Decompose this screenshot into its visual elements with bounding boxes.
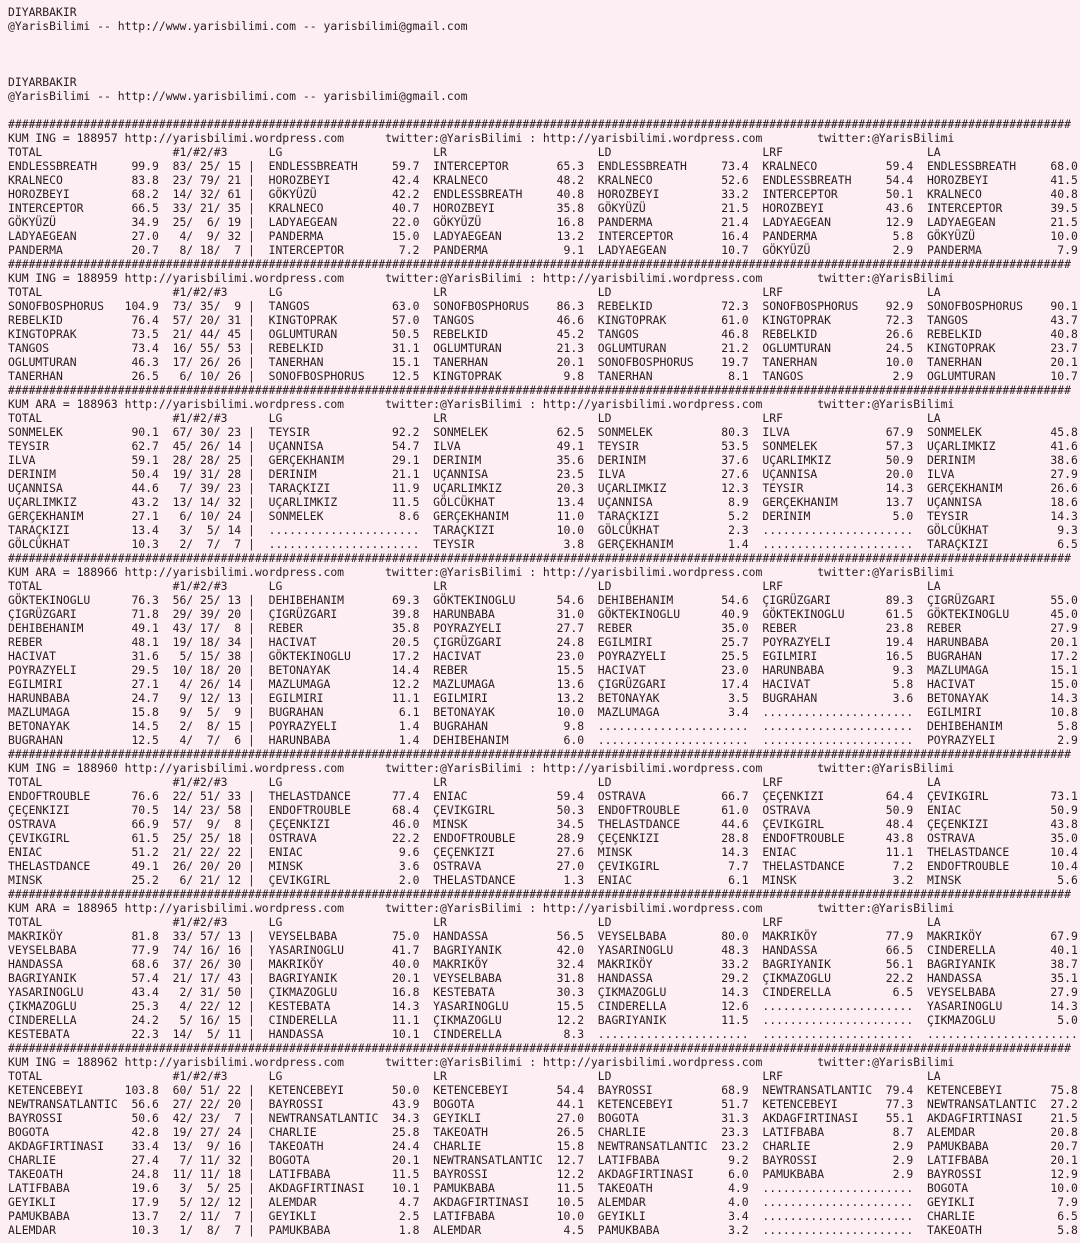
table-row: EGILMIRI 27.1 4/ 26/ 14 | MAZLUMAGA 12.2 MAZLUMAGA 13.6 ÇIGRÜZGARI 17.4 HACIVAT 5.8 HACIVAT 15.0 [8,677,1078,691]
table-row: ENIAC 51.2 21/ 22/ 22 | ENIAC 9.6 ÇEÇENKIZI 27.6 MINSK 14.3 ENIAC 11.1 THELASTDANCE 10.4 [8,845,1078,859]
table-row: REBELKID 76.4 57/ 20/ 31 | KINGTOPRAK 57.0 TANGOS 46.6 KINGTOPRAK 61.0 KINGTOPRAK 72.3 TANGOS 43.7 [8,313,1078,327]
section-header-line: KUM ING = 188962 http://yarisbilimi.wordpress.com twitter:@YarisBilimi : http://yarisbilimi.wordpress.com twitter:@YarisBilimi [8,1055,955,1069]
table-row: KETENCEBEYI 103.8 60/ 51/ 22 | KETENCEBEYI 50.0 KETENCEBEYI 54.4 BAYROSSI 68.9 NEWTRANSATLANTIC 79.4 KETENCEBEYI 75.8 [8,1083,1078,1097]
table-row: ÇIGRÜZGARI 71.8 29/ 39/ 20 | ÇIGRÜZGARI 39.8 HARUNBABA 31.0 GÖKTEKINOGLU 40.9 GÖKTEKINOGLU 61.5 GÖKTEKINOGLU 45.0 [8,607,1078,621]
column-header-line: TOTAL #1/#2/#3 LG LR LD LRF LA [8,285,941,299]
table-row: KRALNECO 83.8 23/ 79/ 21 | HOROZBEYI 42.4 KRALNECO 48.2 KRALNECO 52.6 ENDLESSBREATH 54.4 HOROZBEYI 41.5 [8,173,1078,187]
section-separator: ########################################################################################################################################################### [8,383,1071,397]
section-separator: ########################################################################################################################################################### [8,1041,1071,1055]
table-row: ÇIKMAZOGLU 25.3 4/ 22/ 12 | KESTEBATA 14.3 YASARINOGLU 15.5 CINDERELLA 12.6 ...................... YASARINOGLU 14.3 [8,999,1078,1013]
table-row: SONMELEK 90.1 67/ 30/ 23 | TEYSIR 92.2 SONMELEK 62.5 SONMELEK 80.3 ILVA 67.9 SONMELEK 45.8 [8,425,1078,439]
blank-line [8,61,1080,75]
table-row: TANERHAN 26.5 6/ 10/ 26 | SONOFBOSPHORUS 12.5 KINGTOPRAK 9.8 TANERHAN 8.1 TANGOS 2.9 OGLUMTURAN 10.7 [8,369,1078,383]
section-header-line: KUM ARA = 188963 http://yarisbilimi.wordpress.com twitter:@YarisBilimi : http://yarisbilimi.wordpress.com twitter:@YarisBilimi [8,397,955,411]
blank-line [8,33,1080,47]
table-row: ENDOFTROUBLE 76.6 22/ 51/ 33 | THELASTDANCE 77.4 ENIAC 59.4 OSTRAVA 66.7 ÇEÇENKIZI 64.4 ÇEVIKGIRL 73.1 [8,789,1078,803]
table-row: MAZLUMAGA 15.8 9/ 5/ 9 | BUGRAHAN 6.1 BETONAYAK 10.0 MAZLUMAGA 3.4 ...................... EGILMIRI 10.8 [8,705,1078,719]
blank-line [8,47,1080,61]
blank-line [8,103,1080,117]
race-sections [8,117,1080,1237]
section-separator: ########################################################################################################################################################### [8,117,1071,131]
table-row: HANDASSA 68.6 37/ 26/ 30 | MAKRIKÖY 40.0 MAKRIKÖY 32.4 MAKRIKÖY 33.2 BAGRIYANIK 56.1 BAGRIYANIK 38.7 [8,957,1078,971]
table-row: GÖLCÜKHAT 10.3 2/ 7/ 7 | ...................... TEYSIR 3.8 GERÇEKHANIM 1.4 ...................... TARAÇKIZI 6.5 [8,537,1078,551]
table-row: HOROZBEYI 68.2 14/ 32/ 61 | GÖKYÜZÜ 42.2 ENDLESSBREATH 40.8 HOROZBEYI 33.2 INTERCEPTOR 50.1 KRALNECO 40.8 [8,187,1078,201]
table-row: GERÇEKHANIM 27.1 6/ 10/ 24 | SONMELEK 8.6 GERÇEKHANIM 11.0 TARAÇKIZI 5.2 DERINIM 5.0 TEYSIR 14.3 [8,509,1078,523]
table-row: ILVA 59.1 28/ 28/ 25 | GERÇEKHANIM 29.1 DERINIM 35.6 DERINIM 37.6 UÇARLIMKIZ 50.9 DERINIM 38.6 [8,453,1078,467]
table-row: NEWTRANSATLANTIC 56.6 27/ 22/ 20 | BAYROSSI 43.9 BOGOTA 44.1 KETENCEBEYI 51.7 KETENCEBEYI 77.3 NEWTRANSATLANTIC 27.2 [8,1097,1078,1111]
table-row: KESTEBATA 22.3 14/ 5/ 11 | HANDASSA 10.1 CINDERELLA 8.3 ...................... ...................... ...................... [8,1027,1078,1041]
table-row: REBER 48.1 19/ 18/ 34 | HACIVAT 20.5 ÇIGRÜZGARI 24.8 EGILMIRI 25.7 POYRAZYELI 19.4 HARUNBABA 20.1 [8,635,1078,649]
table-row: PAMUKBABA 13.7 2/ 11/ 7 | GEYIKLI 2.5 LATIFBABA 10.0 GEYIKLI 3.4 ...................... CHARLIE 6.5 [8,1209,1078,1223]
table-row: YASARINOGLU 43.4 2/ 31/ 50 | ÇIKMAZOGLU 16.8 KESTEBATA 30.3 ÇIKMAZOGLU 14.3 CINDERELLA 6.5 VEYSELBABA 27.9 [8,985,1078,999]
table-row: BAGRIYANIK 57.4 21/ 17/ 43 | BAGRIYANIK 20.1 VEYSELBABA 31.8 HANDASSA 29.2 ÇIKMAZOGLU 22.2 HANDASSA 35.1 [8,971,1078,985]
table-row: BAYROSSI 50.6 42/ 23/ 7 | NEWTRANSATLANTIC 34.3 GEYIKLI 27.0 BOGOTA 31.3 AKDAGFIRTINASI 55.1 AKDAGFIRTINASI 21.5 [8,1111,1078,1125]
table-row: CINDERELLA 24.2 5/ 16/ 15 | CINDERELLA 11.1 ÇIKMAZOGLU 12.2 BAGRIYANIK 11.5 ...................... ÇIKMAZOGLU 5.0 [8,1013,1078,1027]
table-row: MINSK 25.2 6/ 21/ 12 | ÇEVIKGIRL 2.0 THELASTDANCE 1.3 ENIAC 6.1 MINSK 3.2 MINSK 5.6 [8,873,1078,887]
table-row: BUGRAHAN 12.5 4/ 7/ 6 | HARUNBABA 1.4 DEHIBEHANIM 6.0 ...................... ...................... POYRAZYELI 2.9 [8,733,1078,747]
report-contact-line: @YarisBilimi -- http://www.yarisbilimi.com -- yarisbilimi@gmail.com [8,19,468,33]
table-row: CHARLIE 27.4 7/ 11/ 32 | BOGOTA 20.1 NEWTRANSATLANTIC 12.7 LATIFBABA 9.2 BAYROSSI 2.9 LATIFBABA 20.1 [8,1153,1078,1167]
table-row: BETONAYAK 14.5 2/ 8/ 15 | POYRAZYELI 1.4 BUGRAHAN 9.8 ...................... ...................... DEHIBEHANIM 5.8 [8,719,1078,733]
table-row: KINGTOPRAK 73.5 21/ 44/ 45 | OGLUMTURAN 50.5 REBELKID 45.2 TANGOS 46.8 REBELKID 26.6 REBELKID 40.8 [8,327,1078,341]
table-row: TANGOS 73.4 16/ 55/ 53 | REBELKID 31.1 OGLUMTURAN 21.3 OGLUMTURAN 21.2 OGLUMTURAN 24.5 KINGTOPRAK 23.7 [8,341,1078,355]
table-row: AKDAGFIRTINASI 33.4 13/ 9/ 16 | TAKEOATH 24.4 CHARLIE 15.8 NEWTRANSATLANTIC 23.2 CHARLIE 2.9 PAMUKBABA 20.7 [8,1139,1078,1153]
table-row: DEHIBEHANIM 49.1 43/ 17/ 8 | REBER 35.8 POYRAZYELI 27.7 REBER 35.0 REBER 23.8 REBER 27.9 [8,621,1078,635]
section-header-line: KUM ARA = 188965 http://yarisbilimi.wordpress.com twitter:@YarisBilimi : http://yarisbilimi.wordpress.com twitter:@YarisBilimi [8,901,955,915]
section-header-line: KUM ING = 188960 http://yarisbilimi.wordpress.com twitter:@YarisBilimi : http://yarisbilimi.wordpress.com twitter:@YarisBilimi [8,761,955,775]
table-row: HARUNBABA 24.7 9/ 12/ 13 | EGILMIRI 11.1 EGILMIRI 13.2 BETONAYAK 3.5 BUGRAHAN 3.6 BETONAYAK 14.3 [8,691,1078,705]
table-row: SONOFBOSPHORUS 104.9 73/ 35/ 9 | TANGOS 63.0 SONOFBOSPHORUS 86.3 REBELKID 72.3 SONOFBOSPHORUS 92.9 SONOFBOSPHORUS 90.1 [8,299,1078,313]
table-row: ALEMDAR 10.3 1/ 8/ 7 | PAMUKBABA 1.8 ALEMDAR 4.5 PAMUKBABA 3.2 ...................... TAKEOATH 5.8 [8,1223,1078,1237]
table-row: ENDLESSBREATH 99.9 83/ 25/ 15 | ENDLESSBREATH 59.7 INTERCEPTOR 65.3 ENDLESSBREATH 73.4 KRALNECO 59.4 ENDLESSBREATH 68.0 [8,159,1078,173]
column-header-line: TOTAL #1/#2/#3 LG LR LD LRF LA [8,775,941,789]
table-row: ÇEVIKGIRL 61.5 25/ 25/ 18 | OSTRAVA 22.2 ENDOFTROUBLE 28.9 ÇEÇENKIZI 28.8 ENDOFTROUBLE 43.8 OSTRAVA 35.0 [8,831,1078,845]
table-row: UÇANNISA 44.6 7/ 39/ 23 | TARAÇKIZI 11.9 UÇARLIMKIZ 20.3 UÇARLIMKIZ 12.3 TEYSIR 14.3 GERÇEKHANIM 26.6 [8,481,1078,495]
section-header-line: KUM ARA = 188966 http://yarisbilimi.wordpress.com twitter:@YarisBilimi : http://yarisbilimi.wordpress.com twitter:@YarisBilimi [8,565,955,579]
report-contact-line-repeat: @YarisBilimi -- http://www.yarisbilimi.com -- yarisbilimi@gmail.com [8,89,468,103]
column-header-line: TOTAL #1/#2/#3 LG LR LD LRF LA [8,1069,941,1083]
table-row: VEYSELBABA 77.9 74/ 16/ 16 | YASARINOGLU 41.7 BAGRIYANIK 42.0 YASARINOGLU 48.3 HANDASSA 66.5 CINDERELLA 40.1 [8,943,1078,957]
report-city-title: DIYARBAKIR [8,5,77,19]
column-header-line: TOTAL #1/#2/#3 LG LR LD LRF LA [8,579,941,593]
section-separator: ########################################################################################################################################################### [8,551,1071,565]
table-row: PANDERMA 20.7 8/ 18/ 7 | INTERCEPTOR 7.2 PANDERMA 9.1 LADYAEGEAN 10.7 GÖKYÜZÜ 2.9 PANDERMA 7.9 [8,243,1078,257]
table-row: GÖKTEKINOGLU 76.3 56/ 25/ 13 | DEHIBEHANIM 69.3 GÖKTEKINOGLU 54.6 DEHIBEHANIM 54.6 ÇIGRÜZGARI 89.3 ÇIGRÜZGARI 55.0 [8,593,1078,607]
report-city-title-repeat: DIYARBAKIR [8,75,77,89]
section-header-line: KUM ING = 188957 http://yarisbilimi.wordpress.com twitter:@YarisBilimi : http://yarisbilimi.wordpress.com twitter:@YarisBilimi [8,131,955,145]
table-row: TARAÇKIZI 13.4 3/ 5/ 14 | ...................... TARAÇKIZI 10.0 GÖLCÜKHAT 2.3 ...................... GÖLCÜKHAT 9.3 [8,523,1078,537]
table-row: OSTRAVA 66.9 57/ 9/ 8 | ÇEÇENKIZI 46.0 MINSK 34.5 THELASTDANCE 44.6 ÇEVIKGIRL 48.4 ÇEÇENKIZI 43.8 [8,817,1078,831]
table-row: UÇARLIMKIZ 43.2 13/ 14/ 32 | UÇARLIMKIZ 11.5 GÖLCÜKHAT 13.4 UÇANNISA 8.9 GERÇEKHANIM 13.7 UÇANNISA 18.6 [8,495,1078,509]
section-header-line: KUM ING = 188959 http://yarisbilimi.wordpress.com twitter:@YarisBilimi : http://yarisbilimi.wordpress.com twitter:@YarisBilimi [8,271,955,285]
column-header-line: TOTAL #1/#2/#3 LG LR LD LRF LA [8,145,941,159]
table-row: ÇEÇENKIZI 70.5 14/ 23/ 58 | ENDOFTROUBLE 68.4 ÇEVIKGIRL 50.3 ENDOFTROUBLE 61.0 OSTRAVA 50.9 ENIAC 50.9 [8,803,1078,817]
table-row: OGLUMTURAN 46.3 17/ 26/ 26 | TANERHAN 15.1 TANERHAN 20.1 SONOFBOSPHORUS 19.7 TANERHAN 10.0 TANERHAN 20.1 [8,355,1078,369]
table-row: MAKRIKÖY 81.8 33/ 57/ 13 | VEYSELBABA 75.0 HANDASSA 56.5 VEYSELBABA 80.0 MAKRIKÖY 77.9 MAKRIKÖY 67.9 [8,929,1078,943]
table-row: TAKEOATH 24.8 11/ 11/ 18 | LATIFBABA 11.5 BAYROSSI 12.2 AKDAGFIRTINASI 6.0 PAMUKBABA 2.9 BAYROSSI 12.9 [8,1167,1078,1181]
section-separator: ########################################################################################################################################################### [8,887,1071,901]
table-row: INTERCEPTOR 66.5 33/ 21/ 35 | KRALNECO 40.7 HOROZBEYI 35.8 GÖKYÜZÜ 21.5 HOROZBEYI 43.6 INTERCEPTOR 39.5 [8,201,1078,215]
column-header-line: TOTAL #1/#2/#3 LG LR LD LRF LA [8,411,941,425]
table-row: TEYSIR 62.7 45/ 26/ 14 | UÇANNISA 54.7 ILVA 49.1 TEYSIR 53.5 SONMELEK 57.3 UÇARLIMKIZ 41.6 [8,439,1078,453]
table-row: HACIVAT 31.6 5/ 15/ 38 | GÖKTEKINOGLU 17.2 HACIVAT 23.0 POYRAZYELI 25.5 EGILMIRI 16.5 BUGRAHAN 17.2 [8,649,1078,663]
table-row: POYRAZYELI 29.5 10/ 18/ 20 | BETONAYAK 14.4 REBER 15.5 HACIVAT 23.0 HARUNBABA 9.3 MAZLUMAGA 15.1 [8,663,1078,677]
table-row: LADYAEGEAN 27.0 4/ 9/ 32 | PANDERMA 15.0 LADYAEGEAN 13.2 INTERCEPTOR 16.4 PANDERMA 5.8 GÖKYÜZÜ 10.0 [8,229,1078,243]
table-row: THELASTDANCE 49.1 26/ 20/ 20 | MINSK 3.6 OSTRAVA 27.0 ÇEVIKGIRL 7.7 THELASTDANCE 7.2 ENDOFTROUBLE 10.4 [8,859,1078,873]
column-header-line: TOTAL #1/#2/#3 LG LR LD LRF LA [8,915,941,929]
table-row: LATIFBABA 19.6 3/ 5/ 25 | AKDAGFIRTINASI 10.1 PAMUKBABA 11.5 TAKEOATH 4.9 ...................... BOGOTA 10.0 [8,1181,1078,1195]
section-separator: ########################################################################################################################################################### [8,257,1071,271]
table-row: BOGOTA 42.8 19/ 27/ 24 | CHARLIE 25.8 TAKEOATH 26.5 CHARLIE 23.3 LATIFBABA 8.7 ALEMDAR 20.8 [8,1125,1078,1139]
section-separator: ########################################################################################################################################################### [8,747,1071,761]
table-row: GEYIKLI 17.9 5/ 12/ 12 | ALEMDAR 4.7 AKDAGFIRTINASI 10.5 ALEMDAR 4.0 ...................... GEYIKLI 7.9 [8,1195,1078,1209]
table-row: DERINIM 50.4 19/ 31/ 28 | DERINIM 21.1 UÇANNISA 23.5 ILVA 27.6 UÇANNISA 20.0 ILVA 27.9 [8,467,1078,481]
table-row: GÖKYÜZÜ 34.9 25/ 6/ 19 | LADYAEGEAN 22.0 GÖKYÜZÜ 16.8 PANDERMA 21.4 LADYAEGEAN 12.9 LADYAEGEAN 21.5 [8,215,1078,229]
